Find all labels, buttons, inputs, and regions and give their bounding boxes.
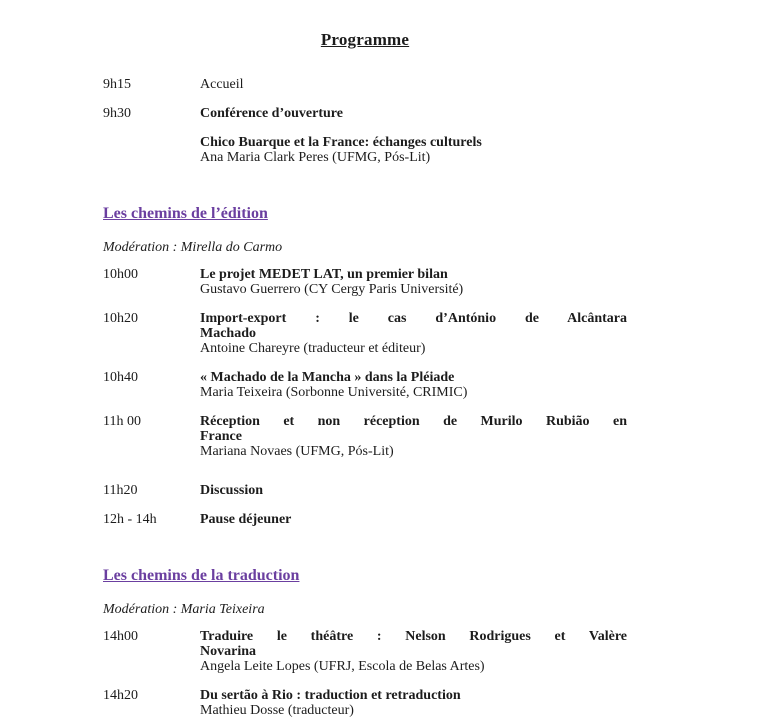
time-label: 11h20	[103, 483, 138, 498]
session-title-line: Réception et non réception de Murilo Rubião en	[200, 414, 627, 429]
schedule-row	[103, 267, 627, 297]
schedule-row	[103, 483, 627, 498]
page-title: Programme	[320, 30, 410, 49]
time-label: 12h - 14h	[103, 512, 157, 527]
schedule-row	[103, 106, 627, 121]
session-title-line: France	[200, 429, 242, 444]
session-title-line: Pause déjeuner	[200, 512, 292, 527]
session-title-line: Traduire le théâtre : Nelson Rodrigues et Valère	[200, 629, 627, 644]
session-content	[200, 311, 627, 356]
speaker-line: Maria Teixeira (Sorbonne Université, CRIMIC)	[200, 385, 468, 400]
schedule-row	[103, 77, 627, 92]
time-label: 14h00	[103, 629, 138, 644]
session-title-line: Machado	[200, 326, 256, 341]
speaker-line: Gustavo Guerrero (CY Cergy Paris Université)	[200, 282, 464, 297]
speaker-line: Mariana Novaes (UFMG, Pós-Lit)	[200, 444, 394, 459]
session-title-line: Conférence d’ouverture	[200, 106, 343, 121]
session-title-line: « Machado de la Mancha » dans la Pléiade	[200, 370, 455, 385]
session-title-line: Le projet MEDET LAT, un premier bilan	[200, 267, 448, 282]
moderation-line: Modération : Maria Teixeira	[103, 602, 265, 617]
speaker-line: Ana Maria Clark Peres (UFMG, Pós-Lit)	[200, 150, 431, 165]
schedule-row	[103, 414, 627, 459]
session-content	[200, 106, 627, 121]
session-content	[200, 135, 627, 165]
schedule-row	[103, 629, 627, 674]
schedule-row	[103, 370, 627, 400]
session-content	[200, 267, 627, 297]
time-label: 10h20	[103, 311, 138, 326]
speaker-line: Angela Leite Lopes (UFRJ, Escola de Belas Artes)	[200, 659, 485, 674]
session-content	[200, 414, 627, 459]
session-title-line: Chico Buarque et la France: échanges culturels	[200, 135, 482, 150]
moderation-line: Modération : Mirella do Carmo	[103, 240, 283, 255]
section-heading: Les chemins de la traduction	[103, 567, 300, 584]
session-content	[200, 512, 627, 527]
session-content	[200, 370, 627, 400]
time-label: 14h20	[103, 688, 138, 703]
section-heading: Les chemins de l’édition	[103, 205, 268, 222]
session-title-line: Discussion	[200, 483, 264, 498]
time-label	[103, 135, 200, 165]
speaker-line: Antoine Chareyre (traducteur et éditeur)	[200, 341, 426, 356]
session-content	[200, 77, 627, 92]
time-label: 9h30	[103, 106, 131, 121]
session-content	[200, 629, 627, 674]
schedule-row	[103, 311, 627, 356]
schedule	[103, 77, 627, 718]
time-label: 11h 00	[103, 414, 141, 429]
schedule-row	[103, 135, 627, 165]
time-label: 10h00	[103, 267, 138, 282]
session-content	[200, 483, 627, 498]
session-title-line: Accueil	[200, 77, 244, 92]
session-title-line: Import-export : le cas d’António de Alcântara	[200, 311, 627, 326]
session-title-line: Novarina	[200, 644, 256, 659]
schedule-row	[103, 512, 627, 527]
time-label: 10h40	[103, 370, 138, 385]
speaker-line: Mathieu Dosse (traducteur)	[200, 703, 354, 718]
time-label: 9h15	[103, 77, 131, 92]
session-title-line: Du sertão à Rio : traduction et retraduction	[200, 688, 461, 703]
